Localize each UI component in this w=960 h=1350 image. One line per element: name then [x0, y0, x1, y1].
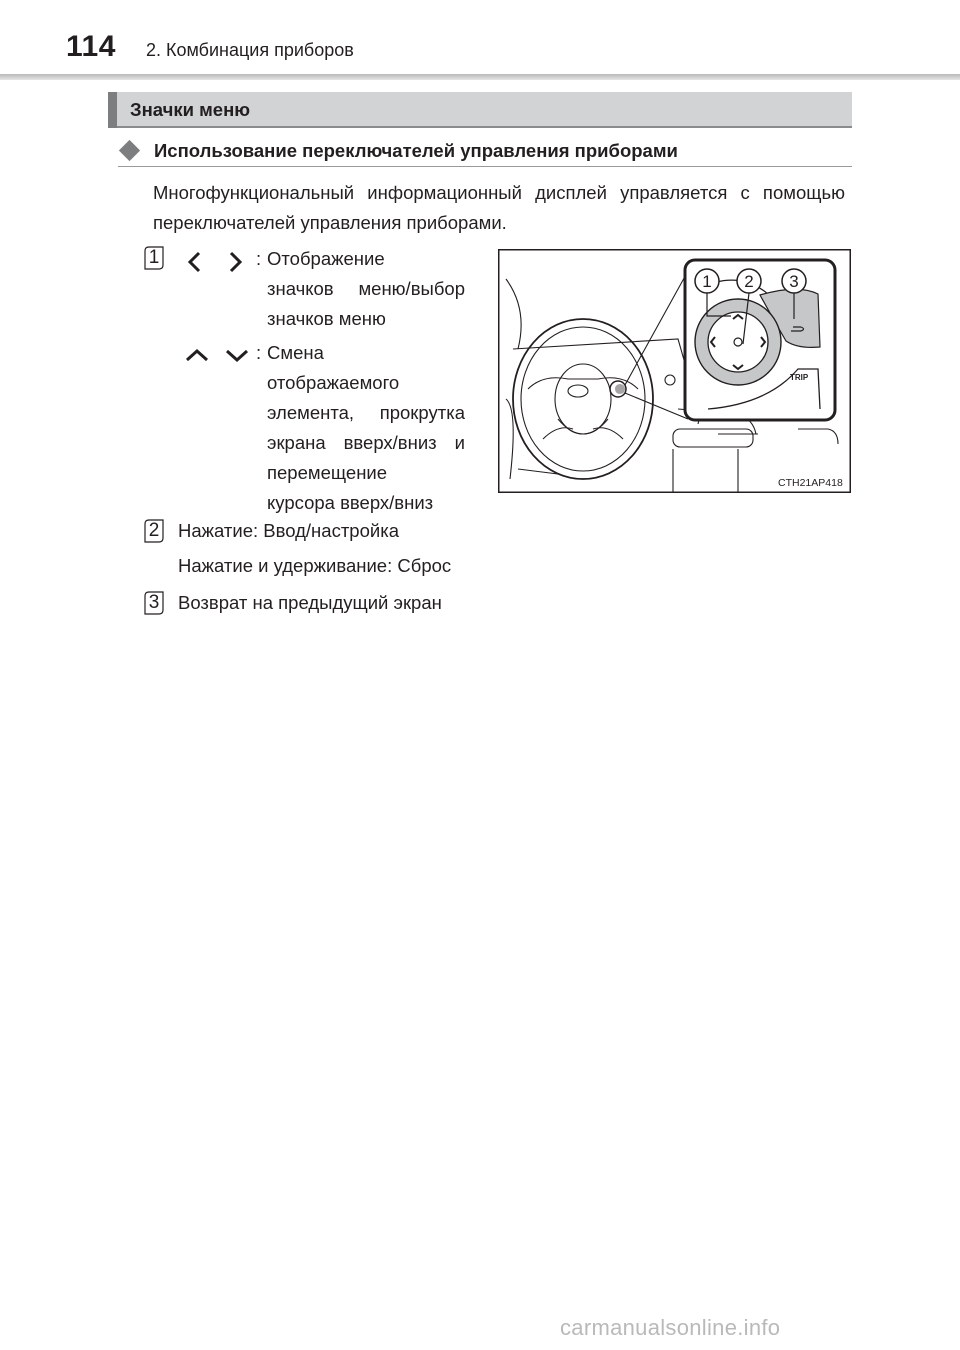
trip-button-label: TRIP: [790, 373, 809, 382]
section-bar: [108, 92, 852, 128]
entry-line: элемента, прокрутка: [267, 402, 465, 423]
header-rule: [0, 74, 960, 80]
item-2-line-2: Нажатие и удерживание: Сброс: [178, 555, 452, 576]
entry-line: экрана вверх/вниз и: [267, 432, 465, 453]
entry-line: перемещение: [267, 462, 388, 483]
item-2-line-1: Нажатие: Ввод/настройка: [178, 520, 399, 541]
chevron-right-icon: [223, 250, 247, 274]
chevron-down-icon: [225, 343, 249, 367]
item-number-3: [144, 591, 164, 615]
callout-3: 3: [789, 272, 799, 291]
entry-colon: :: [256, 342, 262, 363]
callout-1: 1: [702, 272, 712, 291]
intro-paragraph: Многофункциональный информационный дисплей управляется с помощью переключателей управления приборами.: [153, 182, 845, 233]
item-number-label: 2: [148, 520, 160, 541]
item-1-entry-2: [256, 338, 476, 518]
entry-line: значков меню/выбор: [267, 278, 465, 299]
item-1-entry-1: [256, 244, 476, 334]
diamond-bullet-icon: [119, 140, 140, 161]
entry-line: Смена: [267, 342, 324, 363]
item-number-label: 3: [148, 592, 160, 613]
entry-line: Отображение: [267, 248, 385, 269]
item-3-line-1: Возврат на предыдущий экран: [178, 592, 442, 613]
chevron-up-icon: [185, 343, 209, 367]
watermark: carmanualsonline.info: [560, 1315, 781, 1340]
callout-2: 2: [744, 272, 754, 291]
page-number: 114: [66, 30, 116, 63]
chevron-left-icon: [183, 250, 207, 274]
entry-line: значков меню: [267, 308, 386, 329]
item-number-1: [144, 246, 164, 270]
entry-colon: :: [256, 248, 262, 269]
item-number-label: 1: [148, 247, 160, 268]
figure-code: CTH21AP418: [778, 477, 843, 489]
item-number-2: [144, 519, 164, 543]
entry-line: курсора вверх/вниз: [267, 492, 434, 513]
chapter-title: 2. Комбинация приборов: [146, 40, 354, 60]
subsection-title: Использование переключателей управления приборами: [154, 140, 678, 161]
subsection-heading: [118, 140, 852, 167]
section-bar-accent: [108, 92, 117, 128]
steering-switch-illustration: [498, 249, 851, 493]
entry-line: отображаемого: [267, 372, 400, 393]
section-title: Значки меню: [130, 99, 251, 120]
